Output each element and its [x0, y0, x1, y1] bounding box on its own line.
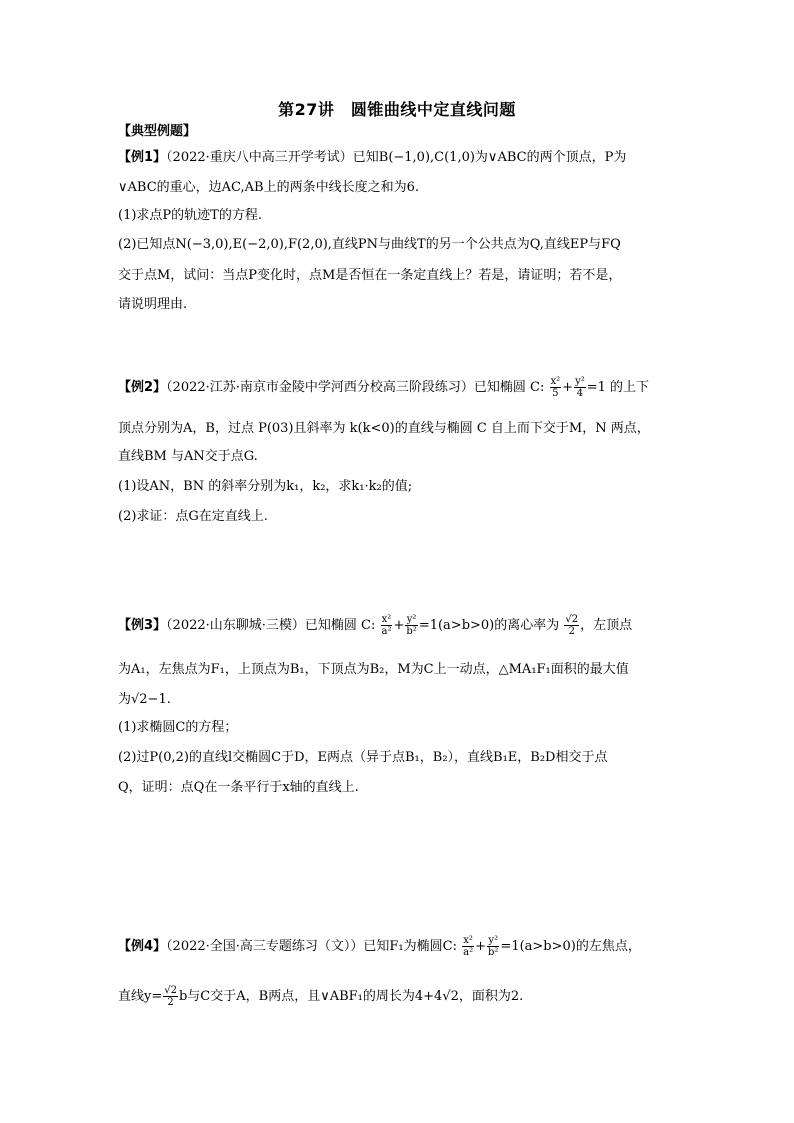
- ex2-line-1: 【例2】（2022·江苏·南京市金陵中学河西分校高三阶段练习）已知椭圆 C: $\frac{\text{x²}}{5}$ + $\frac{\text{y²}}{4}$ =1 的上下: [118, 376, 650, 399]
- ex1-line-5: 交于点M，试问：当点P变化时，点M是否恒在一条定直线上？若是，请证明；若不是，: [118, 268, 622, 283]
- ex3-line-3: 为√2−1.: [118, 692, 171, 707]
- ex4-text-2a: 直线y=: [118, 989, 163, 1004]
- ex1-line-2: ∨ABC的重心，边AC,AB上的两条中线长度之和为6.: [118, 180, 419, 195]
- ex1-line-4: (2)已知点N(−3,0),E(−2,0),F(2,0),直线PN与曲线T的另一个公共点为Q,直线EP与FQ: [118, 237, 621, 252]
- ex1-line-6: 请说明理由.: [118, 297, 188, 312]
- ex1-line-1: [118, 150, 688, 166]
- ex4-text-1b: =1(a>b>0)的左焦点，: [500, 939, 641, 954]
- ex1-text-1: （2022·重庆八中高三开学考试）已知B(−1,0),C(1,0)为∨ABC的两个顶点，P为: [166, 150, 627, 165]
- ex4-text-1a: （2022·全国·高三专题练习（文））已知F₁为椭圆C:: [166, 939, 457, 954]
- ex4-line-1: 【例4】（2022·全国·高三专题练习（文））已知F₁为椭圆C: $\frac{\text{x²}}{\text{a²}}$ + $\frac{\text{y²}}{\text{b²}}$ =1(a>b>0)的左焦点，: [118, 935, 641, 958]
- frac-y2-4: $\frac{\text{y²}}{4}$: [575, 376, 585, 399]
- frac-sqrt2-2-ex4: $\frac{√2}{2}$: [164, 985, 177, 1008]
- ex3-line-4: (1)求椭圆C的方程；: [118, 720, 238, 735]
- page-title: 第27讲 圆锥曲线中定直线问题: [278, 100, 516, 119]
- ex3-label: 【例3】: [118, 618, 167, 633]
- ex2-label: 【例2】: [118, 380, 167, 395]
- ex2-line-5: (2)求证：点G在定直线上.: [118, 509, 268, 524]
- ex4-label: 【例4】: [118, 939, 167, 954]
- frac-x2-a2: $\frac{\text{x²}}{\text{a²}}$: [381, 614, 392, 637]
- ex3-line-2: 为A₁，左焦点为F₁，上顶点为B₁，下顶点为B₂，M为C上一动点，△MA₁F₁面积的最大值: [118, 662, 629, 677]
- ex1-label: 【例1】: [118, 150, 167, 165]
- ex3-text-1c: ，左顶点: [580, 618, 633, 633]
- frac-x2-a2-ex4: $\frac{\text{x²}}{\text{a²}}$: [463, 935, 474, 958]
- ex2-text-1a: （2022·江苏·南京市金陵中学河西分校高三阶段练习）已知椭圆 C:: [166, 380, 545, 395]
- ex3-text-1b: =1(a>b>0)的离心率为: [418, 618, 560, 633]
- frac-x2-5: $\frac{\text{x²}}{5}$: [550, 376, 561, 399]
- ex1-line-3: (1)求点P的轨迹T的方程.: [118, 208, 262, 223]
- ex3-line-6: Q，证明：点Q在一条平行于x轴的直线上.: [118, 780, 359, 795]
- frac-y2-b2: $\frac{\text{y²}}{\text{b²}}$: [406, 614, 417, 637]
- section-label: 【典型例题】: [118, 124, 197, 139]
- frac-y2-b2-ex4: $\frac{\text{y²}}{\text{b²}}$: [488, 935, 499, 958]
- ex3-line-1: 【例3】（2022·山东聊城·三模）已知椭圆 C: $\frac{\text{x²}}{\text{a²}}$ + $\frac{\text{y²}}{\text{b²}}$ =1(a>b>0)的离心率为 $\frac{√2}{2}$ ，左顶点: [118, 614, 633, 637]
- ex2-line-2: 顶点分别为A，B，过点 P(03)且斜率为 k(k<0)的直线与椭圆 C 自上而下交于M，N 两点，: [118, 421, 650, 436]
- ex3-text-1a: （2022·山东聊城·三模）已知椭圆 C:: [166, 618, 376, 633]
- ex2-text-1b: =1 的上下: [586, 380, 650, 395]
- ex4-text-2b: b与C交于A，B两点，且∨ABF₁的周长为4+4√2，面积为2.: [178, 989, 524, 1004]
- ex2-line-4: (1)设AN，BN 的斜率分别为k₁，k₂，求k₁·k₂的值;: [118, 479, 413, 494]
- ex2-line-3: 直线BM 与AN交于点G.: [118, 449, 258, 464]
- ex4-line-2: [118, 985, 688, 1008]
- ex3-line-5: (2)过P(0,2)的直线l交椭圆C于D，E两点（异于点B₁，B₂），直线B₁E，B₂D相交于点: [118, 750, 608, 765]
- frac-sqrt2-2: $\frac{√2}{2}$: [565, 614, 579, 637]
